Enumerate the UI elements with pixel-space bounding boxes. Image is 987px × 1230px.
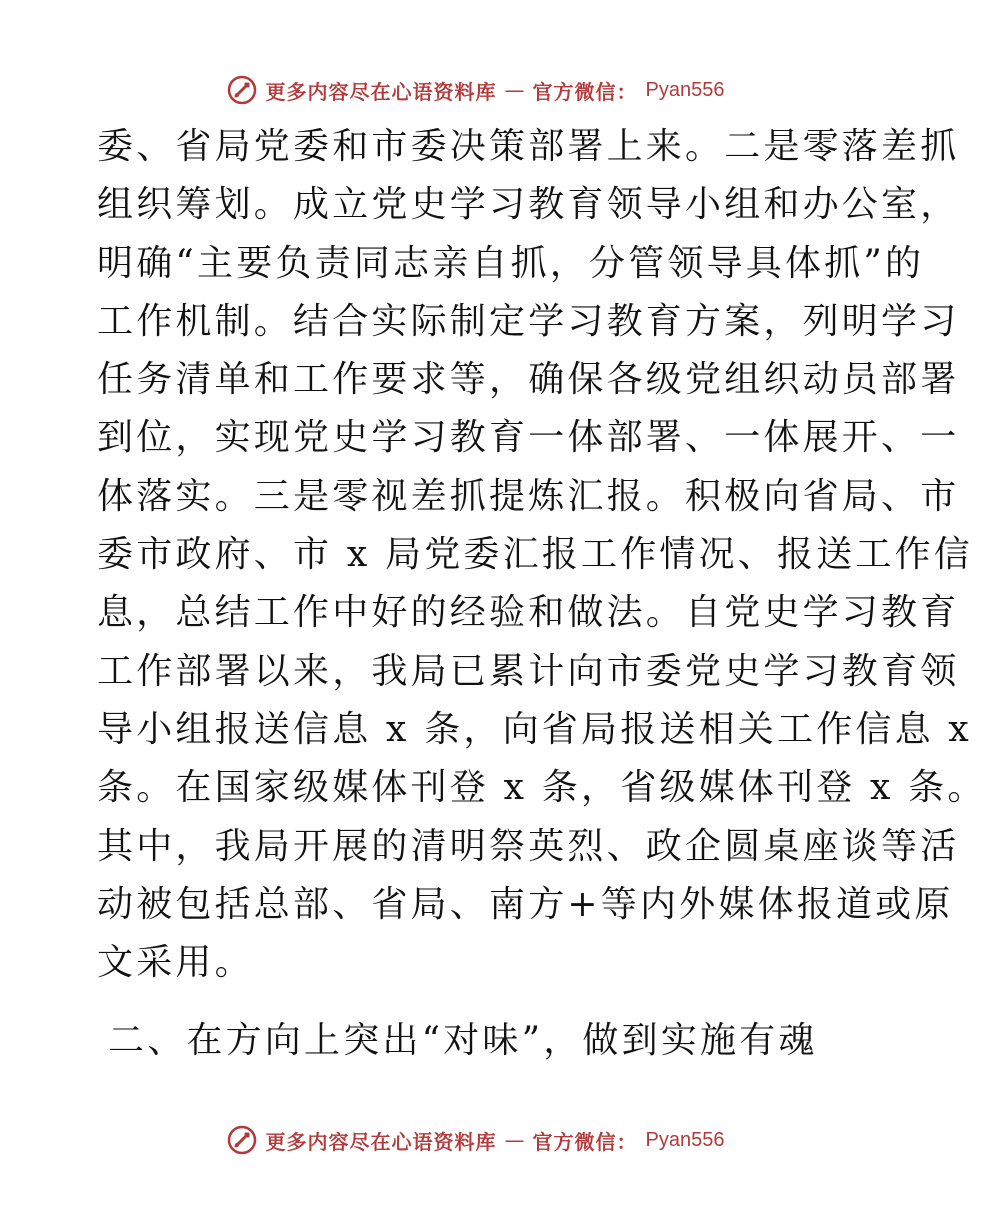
- watermark-separator: —: [504, 78, 525, 102]
- watermark-text: 更多内容尽在心语资料库: [265, 1129, 497, 1154]
- logo-icon: [226, 1124, 258, 1156]
- watermark-wechat-id: Pyan556: [645, 1128, 725, 1151]
- body-line: 组织筹划。成立党史学习教育领导小组和办公室，: [97, 184, 960, 226]
- body-line: 动被包括总部、省局、南方+等内外媒体报道或原: [97, 883, 954, 925]
- watermark-wechat-label: 官方微信：: [532, 79, 638, 104]
- section-heading: 二、在方向上突出“对味”，做到实施有魂: [108, 1020, 818, 1061]
- body-line: 文采用。: [97, 942, 254, 984]
- body-line: 明确“主要负责同志亲自抓，分管领导具体抓”的: [97, 242, 925, 284]
- body-line: 其中，我局开展的清明祭英烈、政企圆桌座谈等活: [97, 825, 960, 867]
- body-line: 委、省局党委和市委决策部署上来。二是零落差抓: [97, 126, 960, 167]
- body-line: 到位，实现党史学习教育一体部署、一体展开、一: [97, 417, 960, 459]
- body-line: 工作部署以来，我局已累计向市委党史学习教育领: [97, 650, 960, 692]
- body-line: 委市政府、市 x 局党委汇报工作情况、报送工作信: [97, 534, 973, 576]
- body-line: 任务清单和工作要求等，确保各级党组织动员部署: [97, 359, 960, 401]
- body-line: 条。在国家级媒体刊登 x 条，省级媒体刊登 x 条。: [97, 767, 987, 809]
- logo-icon: [226, 74, 258, 106]
- body-line: 工作机制。结合实际制定学习教育方案，列明学习: [97, 300, 960, 342]
- body-line: 息，总结工作中好的经验和做法。自党史学习教育: [97, 592, 960, 634]
- watermark-footer: [0, 1120, 950, 1160]
- body-line: 导小组报送信息 x 条，向省局报送相关工作信息 x: [97, 708, 972, 750]
- watermark-separator: —: [504, 1128, 525, 1152]
- watermark-wechat-id: Pyan556: [645, 78, 725, 101]
- watermark-header: [0, 70, 950, 110]
- watermark-wechat-label: 官方微信：: [532, 1129, 638, 1154]
- document-body: [97, 118, 987, 992]
- body-line: 体落实。三是零视差抓提炼汇报。积极向省局、市: [97, 475, 960, 517]
- watermark-text: 更多内容尽在心语资料库: [265, 79, 497, 104]
